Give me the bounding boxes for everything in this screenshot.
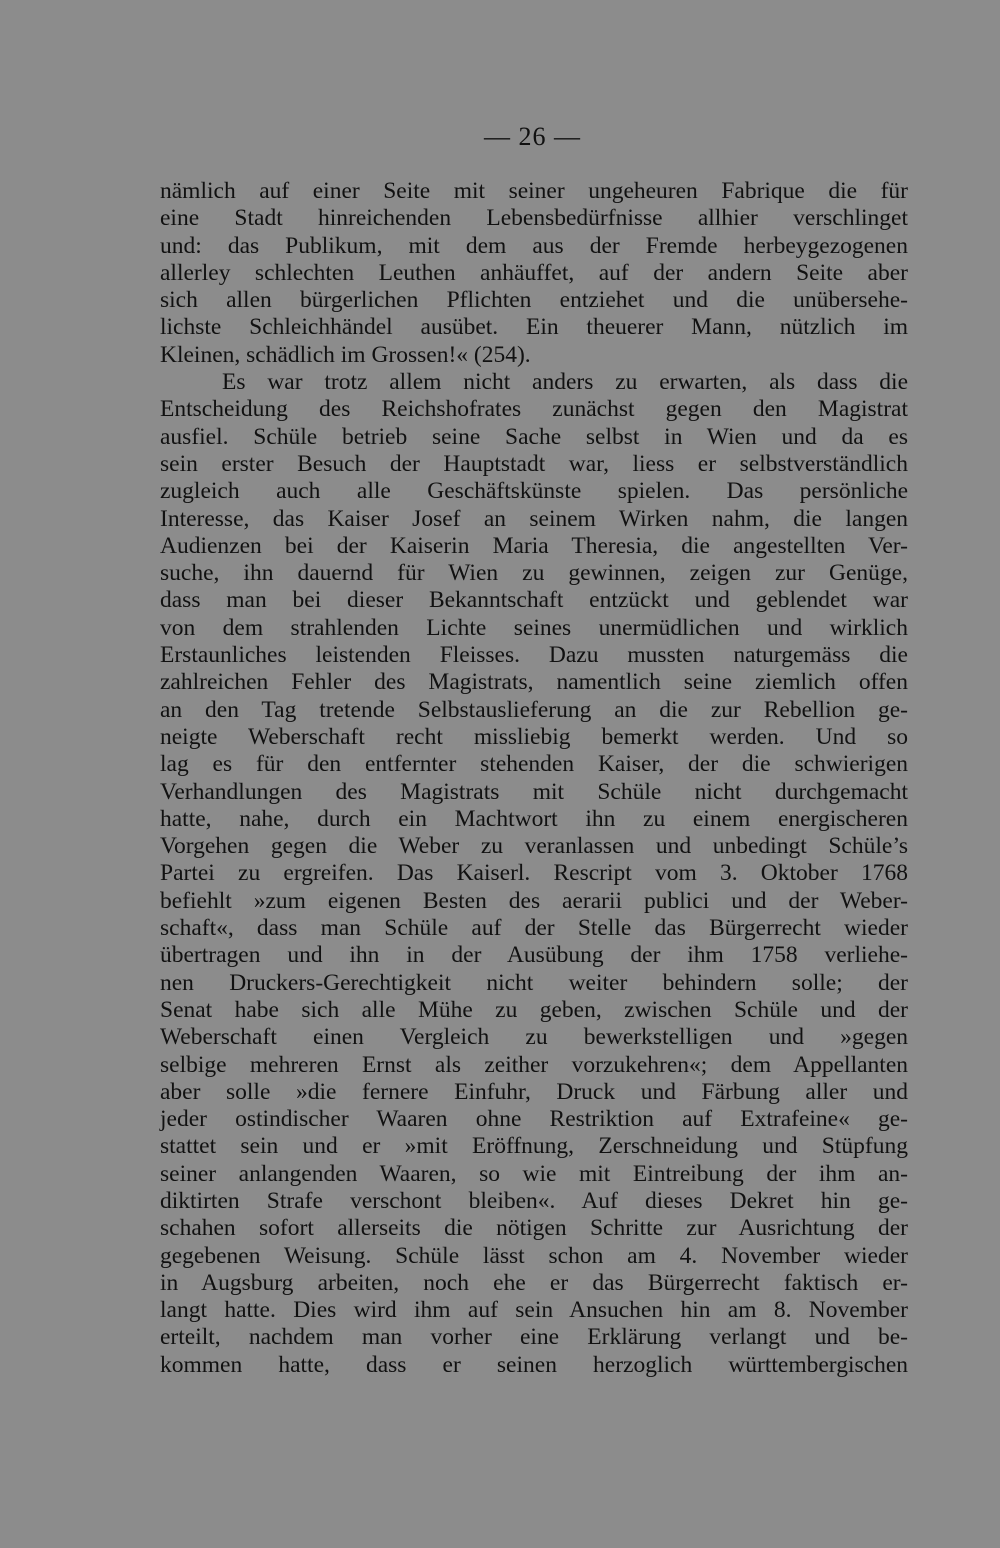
text-line: Vorgehen gegen die Weber zu veranlassen und unbedingt Schüle’s (160, 833, 908, 860)
text-line: gegebenen Weisung. Schüle lässt schon am 4. November wieder (160, 1242, 908, 1269)
body-text (160, 178, 908, 1379)
text-line: kommen hatte, dass er seinen herzoglich württembergischen (160, 1351, 908, 1378)
text-line: aber solle »die fernere Einfuhr, Druck und Färbung aller und (160, 1078, 908, 1105)
text-line: nämlich auf einer Seite mit seiner ungeheuren Fabrique die für (160, 178, 908, 204)
text-line: jeder ostindischer Waaren ohne Restriktion auf Extrafeine« ge- (160, 1106, 908, 1133)
text-line: stattet sein und er »mit Eröffnung, Zerschneidung und Stüpfung (160, 1133, 908, 1160)
text-line: erteilt, nachdem man vorher eine Erklärung verlangt und be- (160, 1324, 908, 1351)
text-line: eine Stadt hinreichenden Lebensbedürfnisse allhier verschlinget (160, 205, 908, 232)
text-line: sein erster Besuch der Hauptstadt war, liess er selbstverständlich (160, 450, 908, 477)
text-line: Interesse, das Kaiser Josef an seinem Wirken nahm, die langen (160, 505, 908, 532)
text-line: lag es für den entfernter stehenden Kaiser, der die schwierigen (160, 751, 908, 778)
text-line: Senat habe sich alle Mühe zu geben, zwischen Schüle und der (160, 996, 908, 1023)
text-line: schahen sofort allerseits die nötigen Schritte zur Ausrichtung der (160, 1215, 908, 1242)
text-line: zahlreichen Fehler des Magistrats, namentlich seine ziemlich offen (160, 669, 908, 696)
text-line: Es war trotz allem nicht anders zu erwarten, als dass die (222, 369, 908, 396)
text-line: Kleinen, schädlich im Grossen!« (254). (160, 341, 531, 368)
text-line: schaft«, dass man Schüle auf der Stelle das Bürgerrecht wieder (160, 915, 908, 942)
text-line: und: das Publikum, mit dem aus der Fremde herbeygezogenen (160, 232, 908, 259)
text-line: in Augsburg arbeiten, noch ehe er das Bürgerrecht faktisch er- (160, 1269, 908, 1296)
text-line: Verhandlungen des Magistrats mit Schüle nicht durchgemacht (160, 778, 908, 805)
text-line: Audienzen bei der Kaiserin Maria Theresia, die angestellten Ver- (160, 532, 908, 559)
text-line: allerley schlechten Leuthen anhäuffet, auf der andern Seite aber (160, 259, 908, 286)
text-line: dass man bei dieser Bekanntschaft entzückt und geblendet war (160, 587, 908, 614)
text-line: sich allen bürgerlichen Pflichten entziehet und die unübersehe- (160, 287, 908, 314)
text-line: neigte Weberschaft recht missliebig bemerkt werden. Und so (160, 723, 908, 750)
page-number: — 26 — (484, 122, 581, 151)
text-line: Entscheidung des Reichshofrates zunächst gegen den Magistrat (160, 396, 908, 423)
text-line: ausfiel. Schüle betrieb seine Sache selbst in Wien und da es (160, 423, 908, 450)
text-line: befiehlt »zum eigenen Besten des aerarii publici und der Weber- (160, 887, 908, 914)
text-line: selbige mehreren Ernst als zeither vorzukehren«; dem Appellanten (160, 1051, 908, 1078)
text-line: langt hatte. Dies wird ihm auf sein Ansuchen hin am 8. November (160, 1297, 908, 1324)
text-line: übertragen und ihn in der Ausübung der ihm 1758 verliehe- (160, 942, 908, 969)
text-line: hatte, nahe, durch ein Machtwort ihn zu einem energischeren (160, 805, 908, 832)
text-line: nen Druckers-Gerechtigkeit nicht weiter behindern solle; der (160, 969, 908, 996)
text-line: an den Tag tretende Selbstauslieferung an die zur Rebellion ge- (160, 696, 908, 723)
text-line: lichste Schleichhändel ausübet. Ein theuerer Mann, nützlich im (160, 314, 908, 341)
text-line: seiner anlangenden Waaren, so wie mit Eintreibung der ihm an- (160, 1160, 908, 1187)
text-line: von dem strahlenden Lichte seines unermüdlichen und wirklich (160, 614, 908, 641)
text-line: Partei zu ergreifen. Das Kaiserl. Rescript vom 3. Oktober 1768 (160, 860, 908, 887)
text-line: diktirten Strafe verschont bleiben«. Auf dieses Dekret hin ge- (160, 1187, 908, 1214)
text-line: suche, ihn dauernd für Wien zu gewinnen, zeigen zur Genüge, (160, 560, 908, 587)
text-line: Erstaunliches leistenden Fleisses. Dazu mussten naturgemäss die (160, 642, 908, 669)
text-line: Weberschaft einen Vergleich zu bewerkstelligen und »gegen (160, 1024, 908, 1051)
text-line: zugleich auch alle Geschäftskünste spielen. Das persönliche (160, 478, 908, 505)
